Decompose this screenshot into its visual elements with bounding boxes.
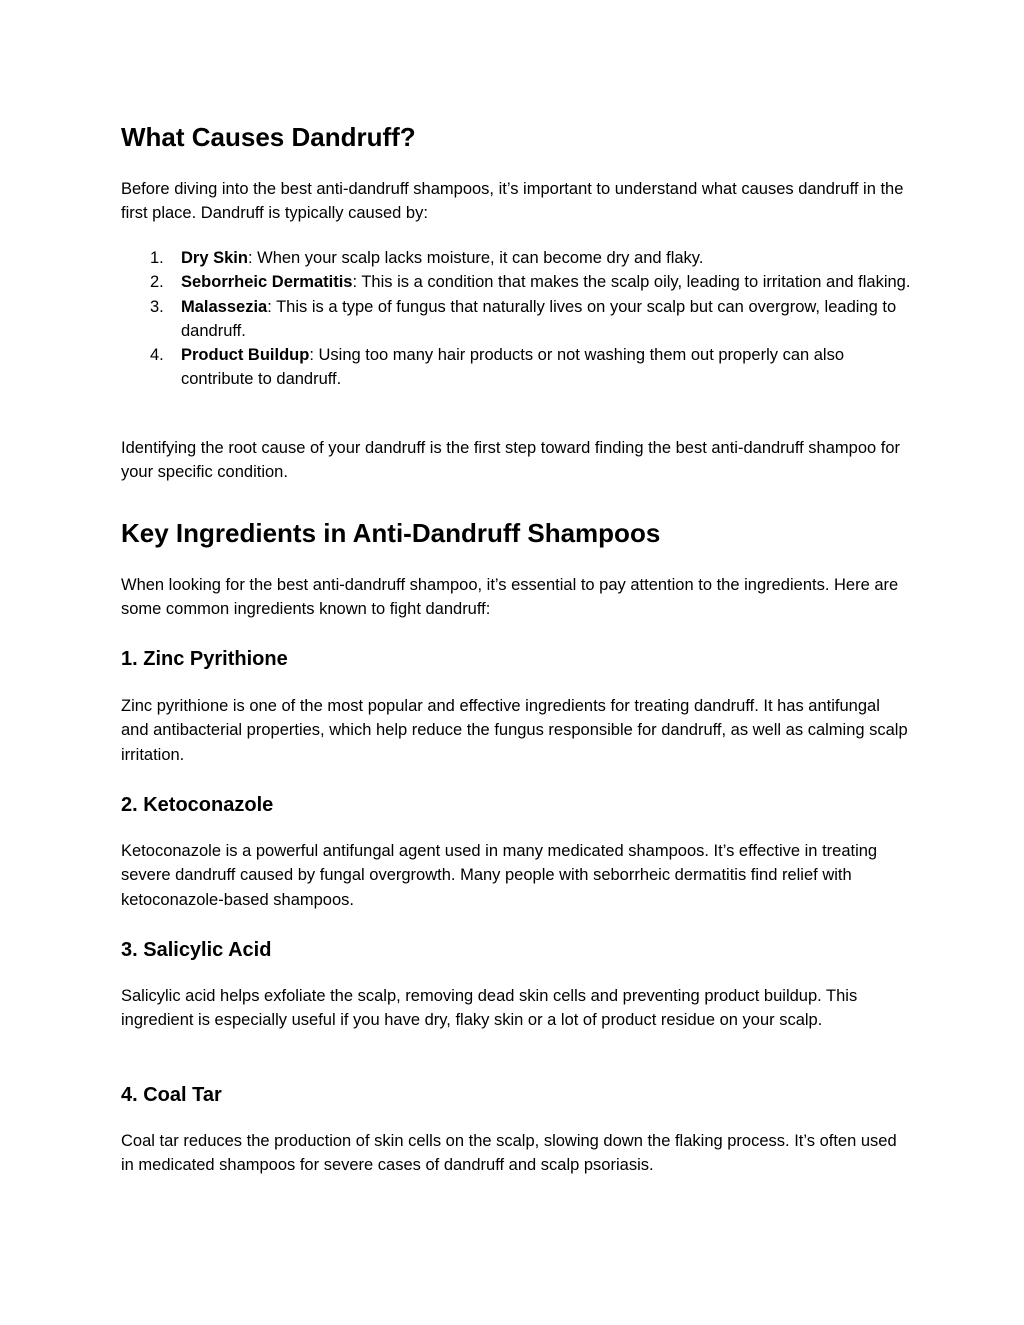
- causes-intro-paragraph: Before diving into the best anti-dandruff shampoos, it’s important to understand what causes dandruff in the first place. Dandruff is typically caused by:: [121, 180, 904, 223]
- list-item-dry-skin: [121, 246, 911, 270]
- ingredient-body-zinc-pyrithione: Zinc pyrithione is one of the most popular and effective ingredients for treating dandruff. It has antifungal and antibacterial properties, which help reduce the fungus responsible for dandruff, as well as calming scalp irritation.: [121, 697, 908, 764]
- ingredient-heading-zinc-pyrithione: 1. Zinc Pyrithione: [121, 648, 288, 670]
- ingredient-heading-coal-tar: 4. Coal Tar: [121, 1084, 222, 1106]
- cause-term: Dry Skin: [181, 249, 248, 267]
- cause-description: : This is a type of fungus that naturally lives on your scalp but can overgrow, leading to dandruff.: [181, 297, 897, 340]
- cause-term: Product Buildup: [181, 346, 310, 365]
- list-item-product-buildup: [121, 343, 911, 392]
- cause-description: : This is a condition that makes the scalp oily, leading to irritation and flaking.: [352, 273, 911, 292]
- section-title-causes: What Causes Dandruff?: [121, 122, 416, 152]
- ingredients-intro-paragraph: When looking for the best anti-dandruff shampoo, it’s essential to pay attention to the ingredients. Here are some common ingredients known to fight dandruff:: [121, 576, 899, 619]
- ingredient-heading-ketoconazole: 2. Ketoconazole: [121, 794, 274, 816]
- list-number: 1.: [150, 249, 164, 267]
- ingredient-body-ketoconazole: Ketoconazole is a powerful antifungal agent used in many medicated shampoos. It’s effective in treating severe dandruff caused by fungal overgrowth. Many people with seborrheic dermatitis find relief with ketoconazole-based shampoos.: [121, 842, 878, 909]
- list-item-malassezia: [121, 295, 911, 344]
- list-item-seborrheic-dermatitis: [121, 270, 911, 294]
- ingredient-body-salicylic-acid: Salicylic acid helps exfoliate the scalp, removing dead skin cells and preventing product buildup. This ingredient is especially useful if you have dry, flaky skin or a lot of product residue on your scalp.: [121, 987, 858, 1030]
- list-number: 2.: [150, 273, 164, 292]
- cause-description: : Using too many hair products or not washing them out properly can also contribute to dandruff.: [181, 346, 845, 389]
- cause-description: : When your scalp lacks moisture, it can become dry and flaky.: [247, 249, 704, 267]
- ingredient-heading-salicylic-acid: 3. Salicylic Acid: [121, 939, 272, 961]
- ingredient-body-coal-tar: Coal tar reduces the production of skin cells on the scalp, slowing down the flaking process. It’s often used in medicated shampoos for severe cases of dandruff and scalp psoriasis.: [121, 1132, 897, 1175]
- list-number: 4.: [150, 346, 164, 365]
- section-title-ingredients: Key Ingredients in Anti-Dandruff Shampoos: [121, 518, 661, 548]
- causes-outro-paragraph: Identifying the root cause of your dandruff is the first step toward finding the best anti-dandruff shampoo for your specific condition.: [121, 439, 901, 482]
- causes-list: [121, 246, 911, 392]
- cause-term: Seborrheic Dermatitis: [181, 273, 353, 292]
- list-number: 3.: [150, 297, 164, 316]
- cause-term: Malassezia: [181, 297, 268, 316]
